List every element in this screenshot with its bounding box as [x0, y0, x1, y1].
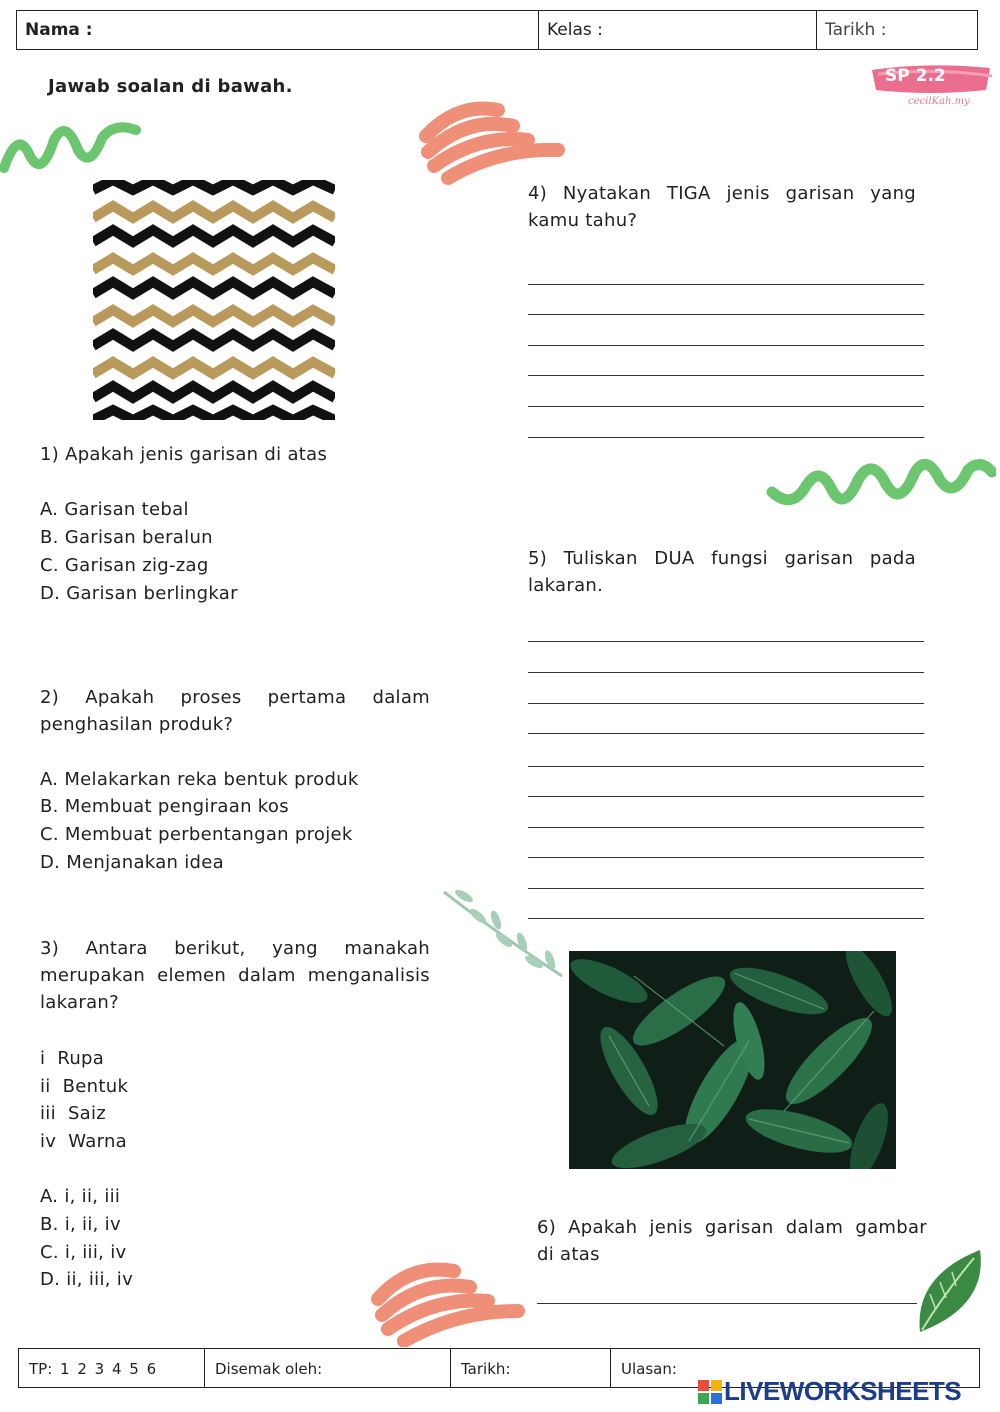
sp-badge-label: SP 2.2 — [885, 66, 946, 86]
q6-question-line2: di atas — [537, 1244, 600, 1265]
tp-levels[interactable]: TP: 1 2 3 4 5 6 — [19, 1349, 205, 1387]
q3-item-iv: iv Warna — [40, 1131, 127, 1152]
leaves-photo — [569, 951, 896, 1169]
q1-question: 1) Apakah jenis garisan di atas — [40, 444, 328, 465]
q6-answer-line[interactable] — [537, 1303, 917, 1304]
instruction: Jawab soalan di bawah. — [48, 76, 293, 97]
footer-tarikh-field[interactable]: Tarikh: — [451, 1349, 611, 1387]
q5-answer-line-9[interactable] — [528, 888, 924, 889]
signature: cecilKah.my — [908, 96, 970, 107]
q5-answer-line-8[interactable] — [528, 857, 924, 858]
q1-option-c[interactable]: C. Garisan zig-zag — [40, 555, 209, 576]
q4-answer-line-5[interactable] — [528, 406, 924, 407]
disemak-field[interactable]: Disemak oleh: — [205, 1349, 451, 1387]
q5-answer-line-3[interactable] — [528, 703, 924, 704]
q2-question-line1: 2) Apakah proses pertama dalam — [40, 687, 430, 708]
kelas-field[interactable]: Kelas : — [539, 11, 817, 49]
liveworksheets-logo-icon — [698, 1380, 722, 1404]
q6-question-line1: 6) Apakah jenis garisan dalam gambar — [537, 1217, 927, 1238]
q5-answer-line-5[interactable] — [528, 766, 924, 767]
leaf-icon — [914, 1246, 986, 1338]
q3-question-line3: lakaran? — [40, 992, 119, 1013]
q5-answer-line-6[interactable] — [528, 796, 924, 797]
q1-option-b[interactable]: B. Garisan beralun — [40, 527, 213, 548]
q3-option-d[interactable]: D. ii, iii, iv — [40, 1269, 134, 1290]
q2-question-line2: penghasilan produk? — [40, 714, 234, 735]
q4-answer-line-1[interactable] — [528, 284, 924, 285]
q1-option-d[interactable]: D. Garisan berlingkar — [40, 583, 238, 604]
q2-option-b[interactable]: B. Membuat pengiraan kos — [40, 796, 289, 817]
q3-item-iii: iii Saiz — [40, 1103, 107, 1124]
nama-field[interactable]: Nama : — [17, 11, 539, 49]
tarikh-field[interactable]: Tarikh : — [825, 20, 887, 40]
q2-option-a[interactable]: A. Melakarkan reka bentuk produk — [40, 769, 359, 790]
q3-item-ii: ii Bentuk — [40, 1076, 129, 1097]
header-table — [16, 10, 978, 50]
zigzag-pattern-image — [93, 180, 335, 420]
q5-question-line1: 5) Tuliskan DUA fungsi garisan pada — [528, 548, 916, 569]
liveworksheets-watermark: LIVEWORKSHEETS — [724, 1376, 962, 1406]
q4-answer-line-4[interactable] — [528, 375, 924, 376]
olive-branch-icon — [438, 884, 566, 984]
q5-answer-line-2[interactable] — [528, 672, 924, 673]
q5-answer-line-10[interactable] — [528, 918, 924, 919]
ulasan-field[interactable]: Ulasan: — [621, 1360, 677, 1378]
q3-option-c[interactable]: C. i, iii, iv — [40, 1242, 127, 1263]
q5-question-line2: lakaran. — [528, 575, 604, 596]
green-squiggle-icon — [0, 118, 142, 176]
q3-item-i: i Rupa — [40, 1048, 105, 1069]
q3-question-line1: 3) Antara berikut, yang manakah — [40, 938, 430, 959]
q2-option-d[interactable]: D. Menjanakan idea — [40, 852, 224, 873]
q5-answer-line-1[interactable] — [528, 641, 924, 642]
q5-answer-line-7[interactable] — [528, 827, 924, 828]
q3-option-b[interactable]: B. i, ii, iv — [40, 1214, 121, 1235]
q4-answer-line-6[interactable] — [528, 437, 924, 438]
q2-option-c[interactable]: C. Membuat perbentangan projek — [40, 824, 353, 845]
q4-question-line2: kamu tahu? — [528, 210, 638, 231]
q4-answer-line-3[interactable] — [528, 345, 924, 346]
q1-option-a[interactable]: A. Garisan tebal — [40, 499, 189, 520]
q4-question-line1: 4) Nyatakan TIGA jenis garisan yang — [528, 183, 916, 204]
peach-brush-icon-2 — [370, 1255, 525, 1347]
q3-option-a[interactable]: A. i, ii, iii — [40, 1186, 121, 1207]
green-wave-icon — [766, 450, 996, 514]
q4-answer-line-2[interactable] — [528, 314, 924, 315]
q5-answer-line-4[interactable] — [528, 733, 924, 734]
q3-question-line2: merupakan elemen dalam menganalisis — [40, 965, 430, 986]
peach-brush-icon — [418, 96, 568, 186]
